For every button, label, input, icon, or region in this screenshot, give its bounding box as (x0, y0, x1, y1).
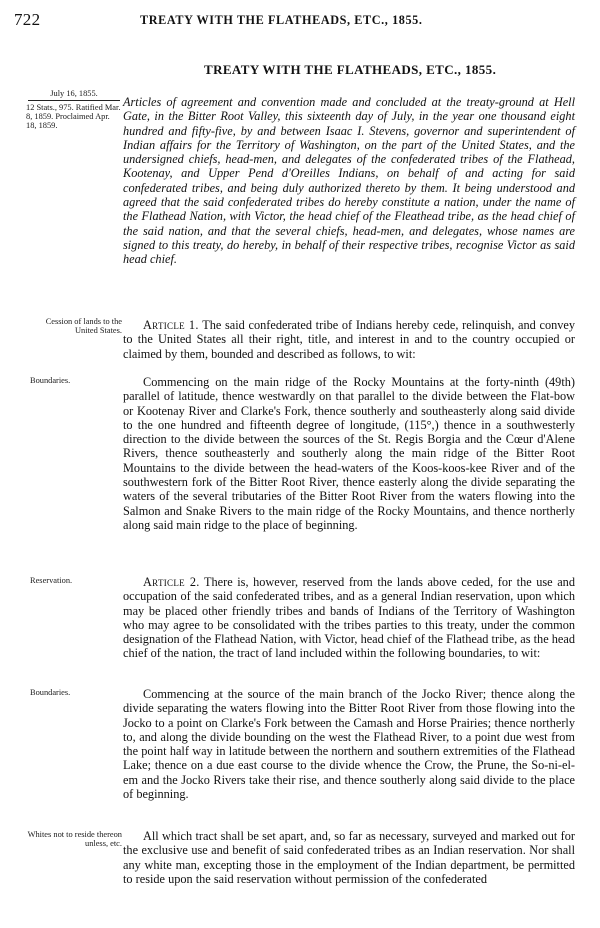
article-2-label: Article 2. (143, 575, 200, 589)
article-1-paragraph (123, 318, 575, 361)
margin-note-citation: 12 Stats., 975. Ratified Mar. 8, 1859. Proclaimed Apr. 18, 1859. (26, 103, 121, 130)
boundaries-1-paragraph: Commencing on the main ridge of the Rocky Mountains at the forty-ninth (49th) parallel of latitude, thence westwardly on that parallel to the divide between the Flat-bow or Kootenay River and Clarke's Fork, thence southerly and southeasterly along said divide to the one hundred and fifteenth degree of longitude, (115°,) thence in a southwesterly direction to the divide between the sources of the St. Regis Borgia and the Cœur d'Alene Rivers, thence southeasterly and southerly along the main ridge of the Bitter Root Mountains to the divide between the head-waters of the Koos-koos-kee River and of the southwestern fork of the Bitter Root River, thence easterly along the divide separating the waters of the several tributaries of the Bitter Root River from the waters flowing into the Salmon and Snake Rivers to the main ridge of the Rocky Mountains, and thence northerly along said main ridge to the place of beginning. (123, 375, 575, 532)
running-head: TREATY WITH THE FLATHEADS, ETC., 1855. (140, 13, 423, 27)
page-number: 722 (14, 10, 41, 29)
boundaries-2-paragraph: Commencing at the source of the main branch of the Jocko River; thence along the divide separating the waters flowing into the Bitter Root River from those flowing into the Jocko to a point on Clarke's Fork between the Camash and Horse Prairies; thence northerly to, and along the divide bounding on the west the Flathead River, to a point due west from the point half way in latitude between the northern and southern extremities of the Flathead Lake; thence on a due east course to the divide whence the Crow, the Prune, the So-ni-el-em and the Jocko Rivers take their rise, and thence southerly along said divide to the place of beginning. (123, 687, 575, 802)
margin-note-date: July 16, 1855. (28, 89, 120, 101)
article-1 (123, 318, 575, 361)
reservation-restriction-paragraph: All which tract shall be set apart, and, so far as necessary, surveyed and marked out for the exclusive use and benefit of said confederated tribes as an Indian reservation. Nor shall any white man, excepting those in the employment of the Indian department, be permitted to reside upon the said reservation without permission of the confederated (123, 829, 575, 886)
boundaries-2 (123, 687, 575, 801)
article-2-paragraph (123, 575, 575, 661)
preamble: Articles of agreement and convention made and concluded at the treaty-ground at Hell Gate, in the Bitter Root Valley, this sixteenth day of July, in the year one thousand eight hundred and fifty-five, by and between Isaac I. Stevens, governor and superintendent of Indian affairs for the Territory of Washington, on the part of the United States, and the undersigned chiefs, head-men, and delegates of the confederated tribes of the Flathead, Kootenay, and Upper Pend d'Oreilles Indians, on behalf of and acting for said confederated tribes, and being duly authorized thereto by them. It being understood and agreed that the said confederated tribes do hereby constitute a nation, under the name of the Flathead Nation, with Victor, the head chief of the Fleathead tribe, as the head chief of the said nation, and that the several chiefs, head-men, and delegates, whose names are signed to this treaty, do hereby, in behalf of their respective tribes, recognise Victor as said head chief. (123, 95, 575, 267)
reservation-restriction (123, 829, 575, 886)
margin-note-reservation: Reservation. (30, 576, 73, 585)
margin-note-boundaries-2: Boundaries. (30, 688, 71, 697)
boundaries-1 (123, 375, 575, 532)
margin-note-whites: Whites not to reside thereon unless, etc. (27, 830, 122, 848)
article-2-text: There is, however, reserved from the lands above ceded, for the use and occupation of the said confederated tribes, and as a general Indian reservation, upon which may be placed other friendly tribes and bands of Indians of the Territory of Washington who may agree to be consolidated with the tribes parties to this treaty, under the common designation of the Flathead Nation, with Victor, head chief of the Flathead tribe, as the head chief of the nation, the tract of land included within the following boundaries, to wit: (123, 575, 575, 661)
margin-note-boundaries-1: Boundaries. (30, 376, 71, 385)
article-2 (123, 575, 575, 661)
treaty-title: TREATY WITH THE FLATHEADS, ETC., 1855. (204, 62, 497, 77)
margin-note-cession: Cession of lands to the United States. (45, 317, 122, 335)
article-1-label: Article 1. (143, 318, 199, 332)
article-1-text: The said confederated tribe of Indians hereby cede, relinquish, and convey to the United States all their right, title, and interest in and to the country occupied or claimed by them, bounded and described as follows, to wit: (123, 318, 575, 361)
